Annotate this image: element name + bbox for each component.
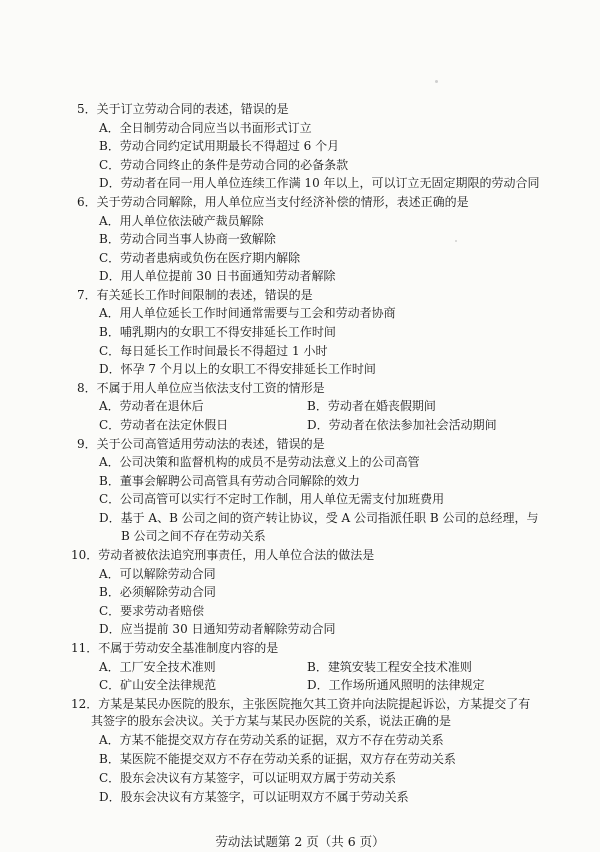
question-9-option-d: D．基于 A、B 公司之间的资产转让协议，受 A 公司指派任职 B 公司的总经理，与 xyxy=(99,510,539,525)
question-6-option-d: D．用人单位提前 30 日书面通知劳动者解除 xyxy=(99,269,336,284)
question-11-stem: 11．不属于劳动安全基准制度内容的是 xyxy=(71,641,279,655)
question-10-option-c: C．要求劳动者赔偿 xyxy=(99,603,205,618)
question-7-option-a: A．用人单位延长工作时间通常需要与工会和劳动者协商 xyxy=(99,306,396,321)
scan-dot xyxy=(455,240,457,242)
question-10-option-b: B．必须解除劳动合同 xyxy=(99,585,216,600)
question-8-stem: 8．不属于用人单位应当依法支付工资的情形是 xyxy=(77,380,325,395)
question-11-option-a: A．工厂安全技术准则 xyxy=(99,659,216,674)
question-5-option-a: A．全日制劳动合同应当以书面形式订立 xyxy=(99,120,312,135)
question-12-stem: 12．方某是某民办医院的股东，主张医院拖欠其工资并向法院提起诉讼，方某提交了有 xyxy=(71,696,531,711)
question-5-option-d: D．劳动者在同一用人单位连续工作满 10 年以上，可以订立无固定期限的劳动合同 xyxy=(99,176,540,191)
question-6-option-b: B．劳动合同当事人协商一致解除 xyxy=(99,232,276,247)
question-10-option-d: D．应当提前 30 日通知劳动者解除劳动合同 xyxy=(99,622,336,637)
question-6-option-c: C．劳动者患病或负伤在医疗期内解除 xyxy=(99,250,301,265)
scan-dot xyxy=(435,80,438,83)
question-10-option-a: A．可以解除劳动合同 xyxy=(99,566,216,581)
question-7-option-d: D．怀孕 7 个月以上的女职工不得安排延长工作时间 xyxy=(99,362,376,377)
question-12-option-c: C．股东会决议有方某签字，可以证明双方属于劳动关系 xyxy=(99,771,397,786)
question-10-stem: 10．劳动者被依法追究刑事责任，用人单位合法的做法是 xyxy=(71,548,375,563)
question-6-option-a: A．用人单位依法破产裁员解除 xyxy=(99,213,264,228)
question-5-option-c: C．劳动合同终止的条件是劳动合同的必备条款 xyxy=(99,157,349,172)
question-5-stem: 5．关于订立劳动合同的表述，错误的是 xyxy=(77,102,289,117)
question-9-option-a: A．公司决策和监督机构的成员不是劳动法意义上的公司高管 xyxy=(99,455,420,470)
question-11-option-c: C．矿山安全法律规范 xyxy=(99,678,217,693)
question-7-option-b: B．哺乳期内的女职工不得安排延长工作时间 xyxy=(99,325,336,340)
question-9-option-d-continued: B 公司之间不存在劳动关系 xyxy=(121,529,266,544)
question-7-option-c: C．每日延长工作时间最长不得超过 1 小时 xyxy=(99,343,328,358)
question-9-stem: 9．关于公司高管适用劳动法的表述，错误的是 xyxy=(77,436,325,451)
question-8-option-a: A．劳动者在退休后 xyxy=(99,399,204,414)
question-7-stem: 7．有关延长工作时间限制的表述，错误的是 xyxy=(77,287,313,302)
question-5-option-b: B．劳动合同约定试用期最长不得超过 6 个月 xyxy=(99,139,340,154)
question-11-option-d: D．工作场所通风照明的法律规定 xyxy=(307,678,485,693)
page-footer: 劳动法试题第 2 页（共 6 页） xyxy=(215,834,385,849)
question-8-option-d: D．劳动者在依法参加社会活动期间 xyxy=(307,417,497,432)
question-8-option-c: C．劳动者在法定休假日 xyxy=(99,417,229,432)
question-12-option-a: A．方某不能提交双方存在劳动关系的证据，双方不存在劳动关系 xyxy=(99,733,444,748)
question-12-option-d: D．股东会决议有方某签字，可以证明双方不属于劳动关系 xyxy=(99,790,409,805)
question-6-stem: 6．关于劳动合同解除，用人单位应当支付经济补偿的情形，表述正确的是 xyxy=(77,194,469,209)
question-8-option-b: B．劳动者在婚丧假期间 xyxy=(307,399,436,414)
question-12-option-b: B．某医院不能提交双方不存在劳动关系的证据，双方存在劳动关系 xyxy=(99,752,456,767)
question-11-option-b: B．建筑安装工程安全技术准则 xyxy=(307,659,472,674)
question-12-stem-continued: 其签字的股东会决议。关于方某与某民办医院的关系，说法正确的是 xyxy=(91,714,452,729)
question-9-option-b: B．董事会解聘公司高管具有劳动合同解除的效力 xyxy=(99,473,360,488)
question-9-option-c: C．公司高管可以实行不定时工作制，用人单位无需支付加班费用 xyxy=(99,492,445,507)
